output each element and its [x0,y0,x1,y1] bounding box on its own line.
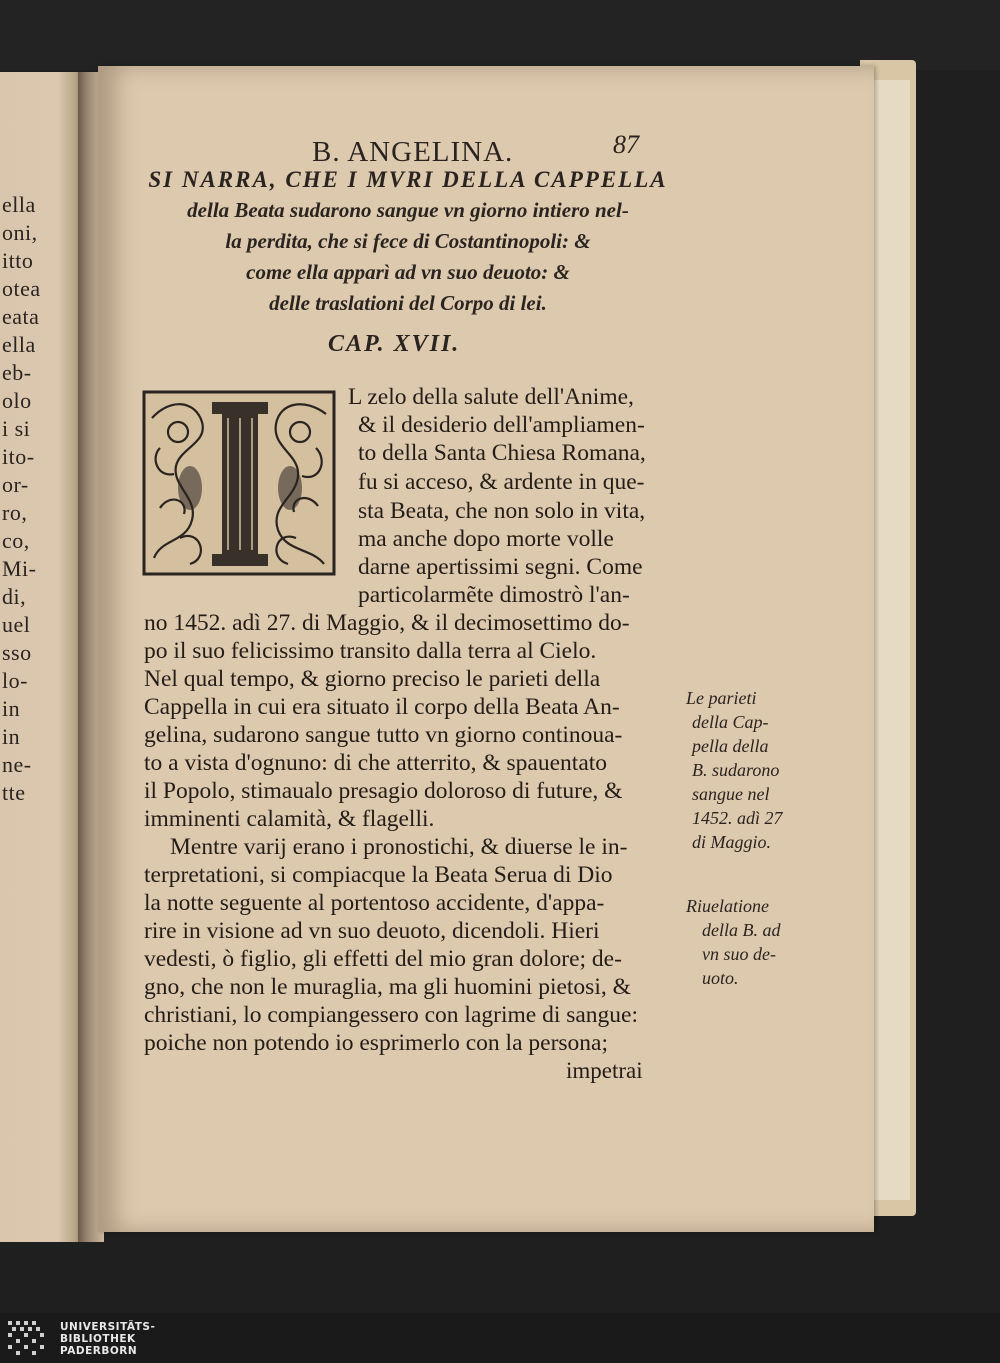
body-line: L zelo della salute dell'Anime, [348,384,634,410]
left-page-fragment: ne- [2,752,32,777]
left-page-fragment: oni, [2,220,38,245]
body-line: po il suo felicissimo transito dalla terra al Cielo. [144,638,597,664]
body-line: no 1452. adì 27. di Maggio, & il decimosettimo do- [144,610,630,636]
margin-note-line: della B. ad [702,920,781,940]
margin-note-line: Le parieti [686,688,757,708]
body-line: ma anche dopo morte volle [358,526,614,552]
library-logo-text [60,1321,155,1357]
heading-line: SI NARRA, CHE I MVRI DELLA CAPPELLA [148,167,668,192]
body-line: Mentre varij erano i pronostichi, & diuerse le in- [170,834,628,860]
margin-note-line: Riuelatione [686,896,769,916]
body-line: Cappella in cui era situato il corpo della Beata An- [144,694,620,720]
chapter-number: CAP. XVII. [328,331,461,357]
body-line: poiche non potendo io esprimerlo con la persona; [144,1030,608,1056]
body-line: Nel qual tempo, & giorno preciso le parieti della [144,666,601,692]
margin-note-line: di Maggio. [692,832,771,852]
catchword: impetrai [566,1058,643,1083]
body-line: gno, che non le muraglia, ma gli huomini pietosi, & [144,974,631,1000]
page-edge [870,80,910,1200]
margin-note-line: pella della [692,736,769,756]
body-line: il Popolo, stimaualo presagio doloroso di future, & [144,778,623,804]
left-page-fragment: eata [2,304,40,329]
running-head: B. ANGELINA. [312,136,514,168]
left-page-fragment: Mi- [2,556,37,581]
logo-line: BIBLIOTHEK [60,1333,136,1345]
body-line: & il desiderio dell'ampliamen- [358,412,645,438]
body-line: christiani, lo compiangessero con lagrime di sangue: [144,1002,639,1028]
decorated-initial-icon [140,388,338,578]
logo-line: UNIVERSITÄTS- [60,1321,156,1333]
margin-note-line: uoto. [702,968,739,988]
body-line: darne apertissimi segni. Come [358,554,643,580]
left-page-fragment: ro, [2,500,28,525]
left-page [0,72,82,1242]
heading-line: della Beata sudarono sangue vn giorno intiero nel- [187,198,629,222]
margin-note-line: della Cap- [692,712,769,732]
left-page-fragment: di, [2,584,27,609]
left-page-fragment: itto [2,248,34,273]
left-page-fragment: ella [2,332,36,357]
body-line: to della Santa Chiesa Romana, [358,440,646,466]
library-logo-icon [6,1319,50,1359]
margin-note-parieti [686,686,783,854]
body-line: vedesti, ò figlio, gli effetti del mio gran dolore; de- [144,946,622,972]
heading-line: delle traslationi del Corpo di lei. [269,291,547,315]
left-page-fragment: uel [2,612,31,637]
body-line: imminenti calamità, & flagelli. [144,806,435,832]
body-line: terpretationi, si compiacque la Beata Serua di Dio [144,862,613,888]
body-line: fu si acceso, & ardente in que- [358,469,645,495]
body-line: sta Beata, che non solo in vita, [358,498,646,524]
scan-background [0,0,1000,70]
chapter-heading [128,164,688,319]
left-page-fragment: in [2,696,21,721]
margin-note-line: 1452. adì 27 [692,808,783,828]
left-page-fragment: tte [2,780,26,805]
body-line: particolarmẽte dimostrò l'an- [358,582,630,608]
left-page-fragment: in [2,724,21,749]
left-page-fragment: otea [2,276,41,301]
page-number: 87 [613,130,639,159]
body-line: rire in visione ad vn suo deuoto, dicendoli. Hieri [144,918,600,944]
left-page-fragment: i si [2,416,31,441]
heading-line: come ella apparì ad vn suo deuoto: & [246,260,570,284]
left-page-fragment: olo [2,388,32,413]
left-page-fragment: sso [2,640,32,665]
margin-note-riuelatione [686,894,781,990]
left-page-fragment: or- [2,472,29,497]
left-page-fragment: lo- [2,668,28,693]
logo-line: PADERBORN [60,1345,138,1357]
body-line: gelina, sudarono sangue tutto vn giorno continoua- [144,722,623,748]
margin-note-line: sangue nel [692,784,770,804]
margin-note-line: B. sudarono [692,760,780,780]
body-line: la notte seguente al portentoso accidente, d'appa- [144,890,605,916]
left-page-fragment: ella [2,192,36,217]
body-line: to a vista d'ognuno: di che atterrito, & spauentato [144,750,608,776]
margin-note-line: vn suo de- [702,944,776,964]
left-page-fragment: co, [2,528,30,553]
left-page-fragment: eb- [2,360,32,385]
left-page-fragment: ito- [2,444,35,469]
library-footer [0,1313,1000,1363]
right-page [98,66,874,1232]
heading-line: la perdita, che si fece di Costantinopoli: & [225,229,591,253]
